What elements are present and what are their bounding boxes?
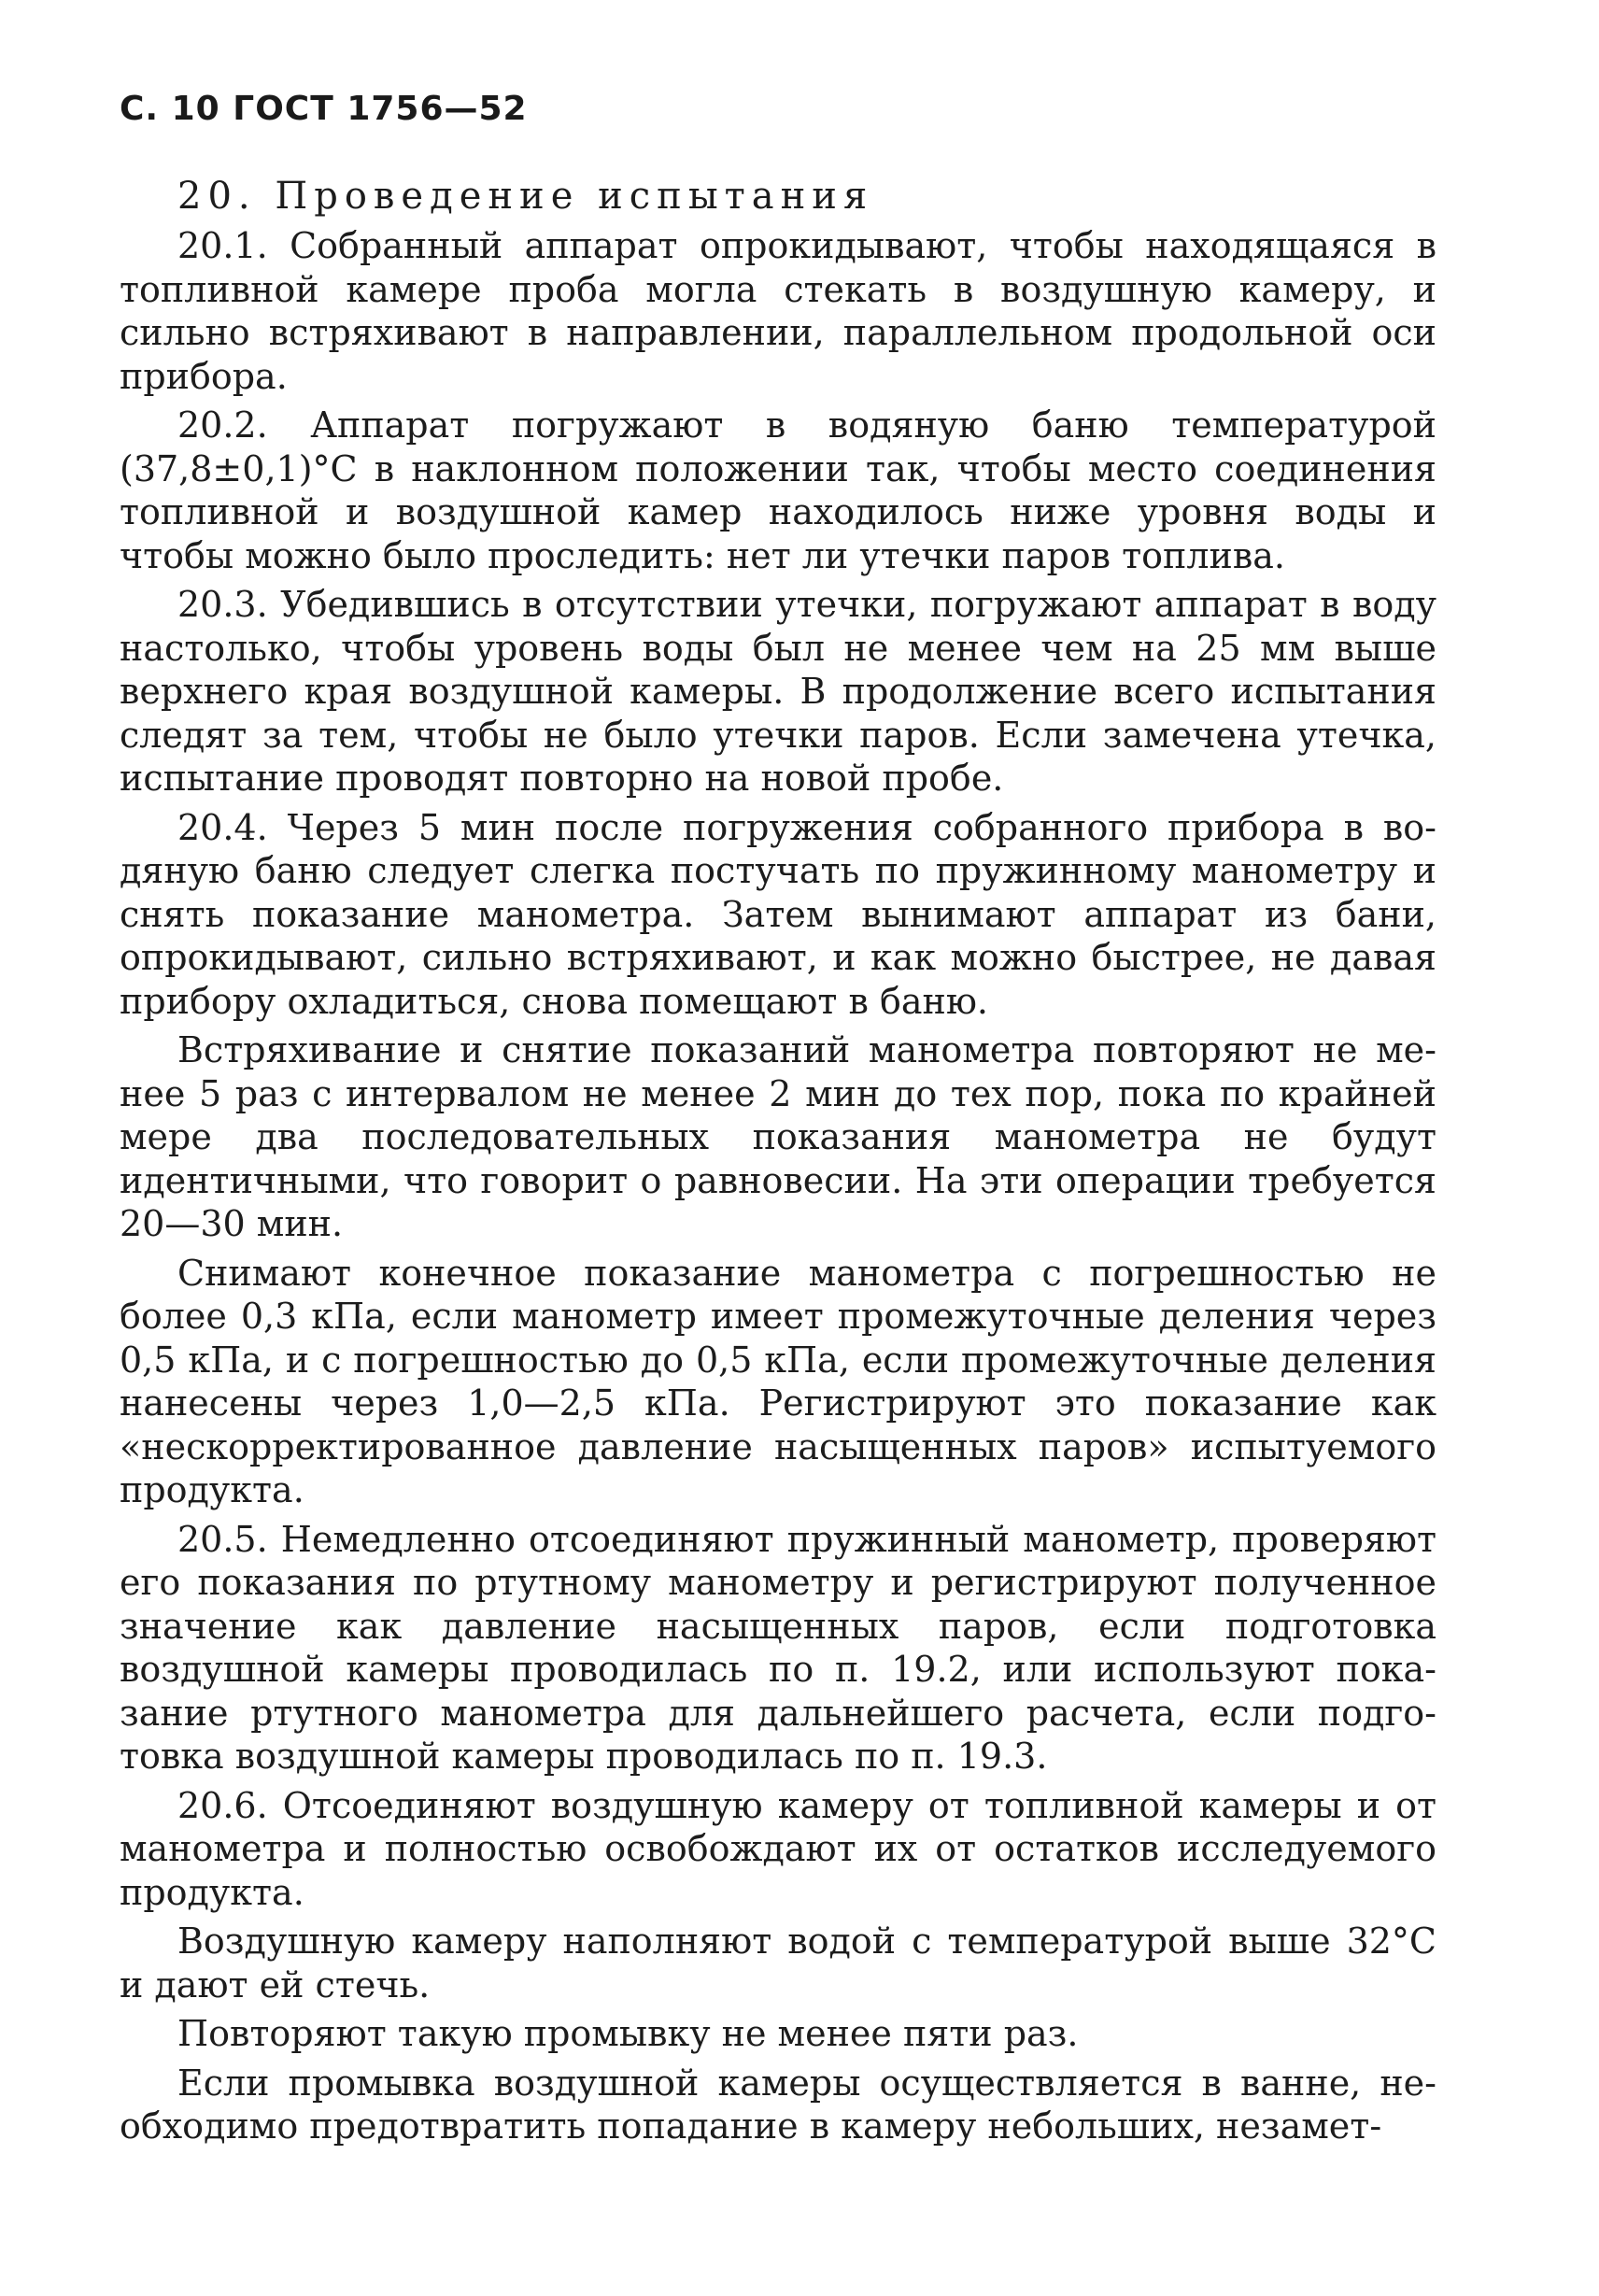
paragraph-shaking-repeat: Встряхивание и снятие показаний манометра повторяют не менее 5 раз с интервалом не менее 2 мин до тех пор, пока по крайней мере два последовательных показания манометра не будут идентичными, что говорит о равновесии. На эти операции требуется 20—30 мин. (120, 1029, 1436, 1244)
section-title: 20. Проведение испытания (177, 175, 874, 218)
paragraph-20-5: 20.5. Немедленно отсоединяют пружинный манометр, проверяют его показания по ртутному манометру и регистрируют полученное значение как давление насыщенных паров, если подготовка воздушной камеры проводилась по п. 19.2, или используют показание ртутного манометра для дальнейшего расчета, если подготовка воздушной камеры проводилась по п. 19.3. (120, 1518, 1436, 1777)
paragraph-repeat-wash: Повторяют такую промывку не менее пяти раз. (177, 2013, 1079, 2054)
paragraph-20-1: 20.1. Собранный аппарат опрокидывают, чтобы находящаяся в топливной камере проба могла стекать в воздушную камеру, и сильно встряхивают в направлении, параллельном продольной оси прибора. (120, 225, 1436, 397)
running-header: С. 10 ГОСТ 1756—52 (120, 90, 528, 128)
paragraph-20-2: 20.2. Аппарат погружают в водяную баню температурой (37,8±0,1)°С в наклонном положении так, чтобы место соединения топливной и воздушной камер находилось ниже уровня воды и чтобы можно было проследить: нет ли утечки паров топлива. (120, 404, 1436, 576)
paragraph-20-4: 20.4. Через 5 мин после погружения собранного прибора в водяную баню следует слегка постучать по пружинному манометру и снять показание манометра. Затем вынимают аппарат из бани, опрокидывают, сильно встряхивают, и как можно быстрее, не давая прибору охладиться, снова помещают в баню. (120, 806, 1436, 1022)
paragraph-20-3: 20.3. Убедившись в отсутствии утечки, погружают аппарат в воду настолько, чтобы уровень воды был не менее чем на 25 мм выше верхнего края воздушной камеры. В продолжение всего испытания следят за тем, чтобы не было утечки паров. Если замечена утечка, испытание проводят повторно на новой пробе. (120, 584, 1436, 799)
paragraph-bath-wash: Если промывка воздушной камеры осуществляется в ванне, необходимо предотвратить попадание в камеру небольших, незамет- (120, 2062, 1436, 2147)
paragraph-final-reading: Снимают конечное показание манометра с погрешностью не более 0,3 кПа, если манометр имеет промежуточные деления через 0,5 кПа, и с погрешностью до 0,5 кПа, если промежуточные деления нанесены через 1,0—2,5 кПа. Регистрируют это показание как «нескорректированное давление насыщенных паров» испытуемого продукта. (120, 1252, 1436, 1510)
paragraph-20-6: 20.6. Отсоединяют воздушную камеру от топливной камеры и от манометра и полностью освобождают их от остатков исследуемого продукта. (120, 1784, 1436, 1913)
paragraph-fill-water: Воздушную камеру наполняют водой с температурой выше 32°С и дают ей стечь. (120, 1920, 1436, 2005)
body-text (120, 174, 1436, 2154)
